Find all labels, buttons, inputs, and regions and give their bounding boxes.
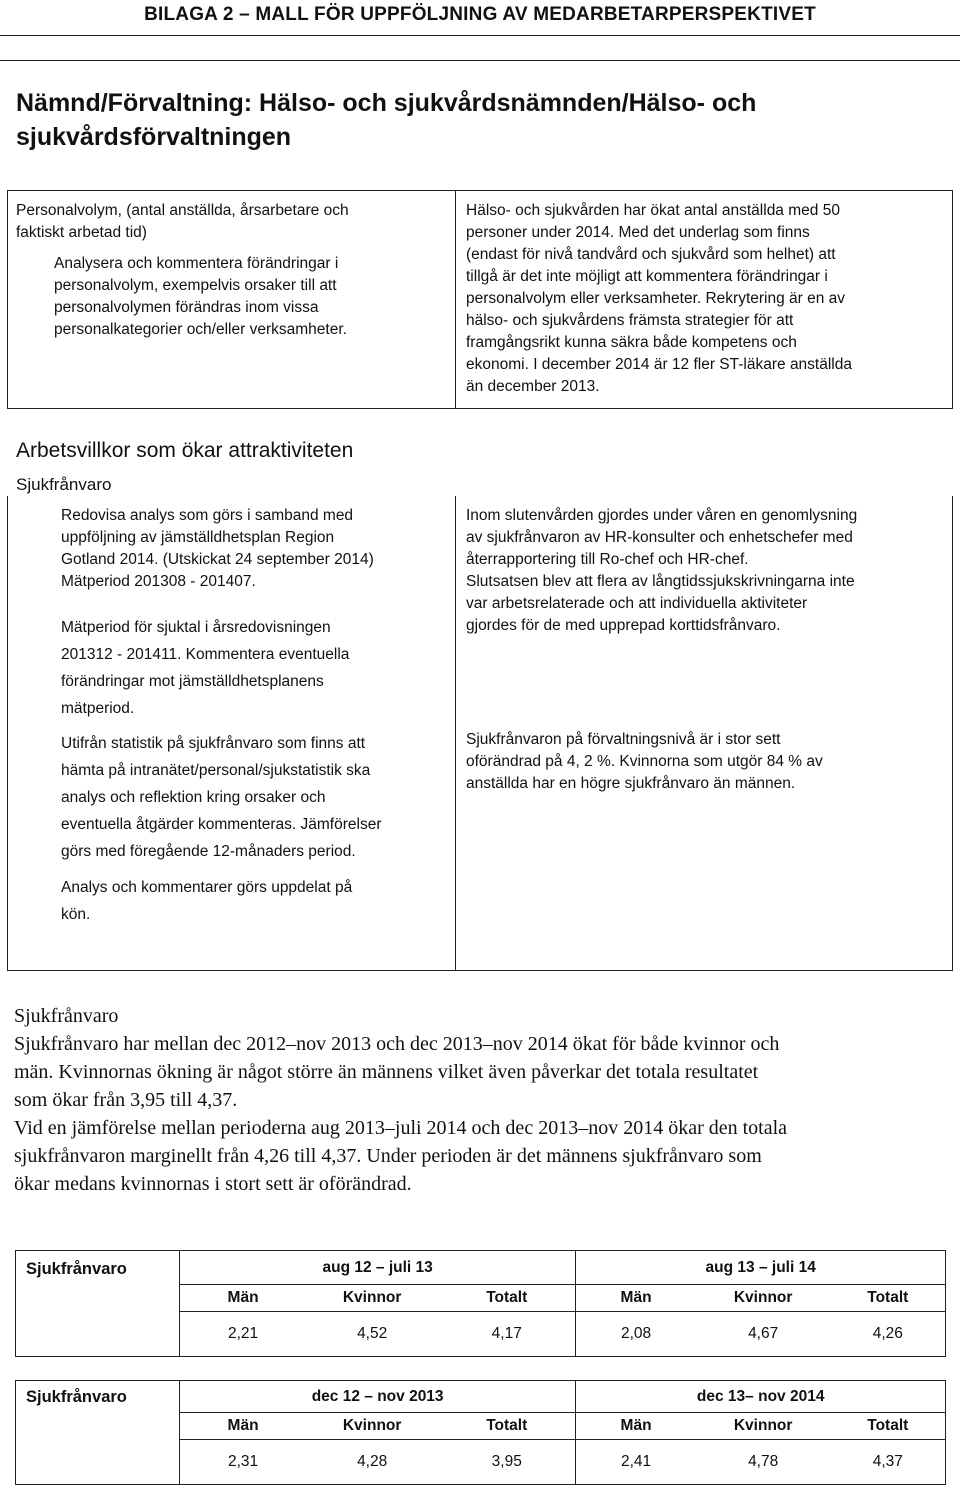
instruction-line: förändringar mot jämställdhetsplanens	[61, 673, 324, 690]
summary-heading: Sjukfrånvaro	[14, 1005, 119, 1027]
instruction-line: 201312 - 201411. Kommentera eventuella	[61, 646, 350, 663]
answer-line: Hälso- och sjukvården har ökat antal anställda med 50	[466, 202, 840, 219]
header-divider	[0, 35, 960, 36]
period-header: aug 12 – juli 13	[179, 1251, 576, 1285]
answer-line: Inom slutenvården gjordes under våren en genomlysning	[466, 507, 858, 524]
summary-line: Sjukfrånvaro har mellan dec 2012–nov 2013 och dec 2013–nov 2014 ökat för både kvinnor och	[14, 1033, 780, 1055]
table-cell: 4,17	[438, 1312, 576, 1357]
section-subheading: Sjukfrånvaro	[16, 475, 112, 494]
answer-line: ekonomi. I december 2014 är 12 fler ST-läkare anställda	[466, 356, 852, 373]
period-header: dec 12 – nov 2013	[179, 1381, 576, 1413]
instruction-line: uppföljning av jämställdhetsplan Region	[61, 529, 335, 546]
column-header: Kvinnor	[306, 1413, 438, 1440]
page-title: Nämnd/Förvaltning: Hälso- och sjukvårdsnämnden/Hälso- och sjukvårdsförvaltningen	[16, 89, 757, 151]
answer-line: gjordes för de med upprepad korttidsfrånvaro.	[466, 617, 781, 634]
summary-line: sjukfrånvaron marginellt från 4,26 till 4,37. Under perioden är det männens sjukfrånvaro som	[14, 1145, 762, 1167]
instruction-line: personalvolym, exempelvis orsaker till att	[54, 277, 337, 294]
column-header: Män	[576, 1285, 696, 1312]
answer-line: personalvolym eller verksamheter. Rekrytering är en av	[466, 290, 846, 307]
sjukfranvaro-divider	[455, 496, 456, 971]
table-cell: 3,95	[438, 1440, 576, 1485]
summary-line: ökar medans kvinnornas i stort sett är oförändrad.	[14, 1173, 412, 1195]
table-cell: 2,31	[227, 1453, 259, 1470]
sjukfranvaro-table-1	[15, 1250, 946, 1357]
instruction-line: mätperiod.	[61, 700, 135, 717]
answer-line: framgångsrikt kunna säkra både kompetens och	[466, 334, 797, 351]
answer-line: återrapportering till Ro-chef och HR-chef.	[466, 551, 749, 568]
instruction-line: Utifrån statistik på sjukfrånvaro som finns att	[61, 735, 366, 752]
table-cell: 4,28	[357, 1453, 388, 1470]
answer-line: anställda har en högre sjukfrånvaro än männen.	[466, 775, 796, 792]
answer-line: tillgå är det inte möjligt att kommentera förändringar i	[466, 268, 828, 285]
column-header: Totalt	[831, 1285, 946, 1312]
instruction-line: eventuella åtgärder kommenteras. Jämförelser	[61, 816, 382, 833]
personalvolym-answer	[466, 200, 946, 398]
instruction-block-3	[61, 730, 451, 865]
column-header: Totalt	[831, 1413, 946, 1440]
instruction-line: Mätperiod 201308 - 201407.	[61, 573, 256, 590]
answer-block-2	[466, 729, 946, 795]
column-header: Kvinnor	[696, 1413, 831, 1440]
period-header: dec 13– nov 2014	[576, 1381, 946, 1413]
column-header: Totalt	[438, 1285, 576, 1312]
personalvolym-instruction	[54, 253, 449, 341]
sjukfranvaro-table-2	[15, 1380, 946, 1485]
instruction-line: personalvolymen förändras inom vissa	[54, 299, 319, 316]
instruction-block-4	[61, 874, 451, 928]
table-cell: 2,21	[227, 1325, 259, 1342]
summary-line: män. Kvinnornas ökning är något större än männens vilket även påverkar det totala resultatet	[14, 1061, 759, 1083]
table-cell: 4,37	[872, 1453, 903, 1470]
instruction-line: analys och reflektion kring orsaker och	[61, 789, 326, 806]
answer-line: hälso- och sjukvårdens främsta strategier för att	[466, 312, 794, 329]
personalvolym-divider	[455, 190, 456, 408]
answer-block-1	[466, 505, 946, 637]
answer-line: var arbetsrelaterade och att individuella aktiviteter	[466, 595, 808, 612]
instruction-line: kön.	[61, 906, 91, 923]
personalvolym-line: Personalvolym, (antal anställda, årsarbetare och	[16, 202, 349, 219]
personalvolym-label	[16, 200, 446, 244]
table-label: Sjukfrånvaro	[16, 1251, 180, 1312]
table-label: Sjukfrånvaro	[16, 1381, 180, 1440]
instruction-line: Analysera och kommentera förändringar i	[54, 255, 339, 272]
instruction-line: Mätperiod för sjuktal i årsredovisningen	[61, 619, 331, 636]
table-cell: 4,67	[748, 1325, 779, 1342]
answer-line: Slutsatsen blev att flera av långtidssjukskrivningarna inte	[466, 573, 855, 590]
column-header: Kvinnor	[696, 1285, 831, 1312]
table-cell: 2,08	[620, 1325, 652, 1342]
instruction-line: görs med föregående 12-månaders period.	[61, 843, 356, 860]
section-heading: Arbetsvillkor som ökar attraktiviteten	[16, 439, 354, 462]
summary	[14, 1002, 944, 1198]
instruction-line: hämta på intranätet/personal/sjukstatistik ska	[61, 762, 371, 779]
column-header: Kvinnor	[306, 1285, 438, 1312]
summary-line: som ökar från 3,95 till 4,37.	[14, 1089, 238, 1111]
answer-line: än december 2013.	[466, 378, 600, 395]
instruction-line: Analys och kommentarer görs uppdelat på	[61, 879, 353, 896]
summary-line: Vid en jämförelse mellan perioderna aug 2013–juli 2014 och dec 2013–nov 2014 ökar den totala	[14, 1117, 788, 1139]
personalvolym-line: faktiskt arbetad tid)	[16, 224, 147, 241]
instruction-line: Redovisa analys som görs i samband med	[61, 507, 354, 524]
instruction-block-2	[61, 614, 451, 722]
column-header: Män	[179, 1285, 306, 1312]
instruction-line: personalkategorier och/eller verksamheter.	[54, 321, 347, 338]
table-cell: 2,41	[620, 1453, 652, 1470]
answer-line: av sjukfrånvaron av HR-konsulter och enhetschefer med	[466, 529, 853, 546]
answer-line: personer under 2014. Med det underlag som finns	[466, 224, 810, 241]
instruction-line: Gotland 2014. (Utskickat 24 september 2014)	[61, 551, 374, 568]
document-header: BILAGA 2 – MALL FÖR UPPFÖLJNING AV MEDARBETARPERSPEKTIVET	[144, 4, 816, 25]
answer-line: oförändrad på 4, 2 %. Kvinnorna som utgör 84 % av	[466, 753, 823, 770]
instruction-block-1	[61, 505, 451, 593]
table-cell: 4,78	[748, 1453, 779, 1470]
column-header: Män	[179, 1413, 306, 1440]
answer-line: Sjukfrånvaron på förvaltningsnivå är i stor sett	[466, 731, 781, 748]
header-divider-2	[0, 60, 960, 61]
table-cell: 4,26	[872, 1325, 903, 1342]
answer-line: (endast för nivå tandvård och sjukvård som helhet) att	[466, 246, 836, 263]
column-header: Totalt	[438, 1413, 576, 1440]
period-header: aug 13 – juli 14	[576, 1251, 946, 1285]
column-header: Män	[576, 1413, 696, 1440]
table-cell: 4,52	[357, 1325, 388, 1342]
